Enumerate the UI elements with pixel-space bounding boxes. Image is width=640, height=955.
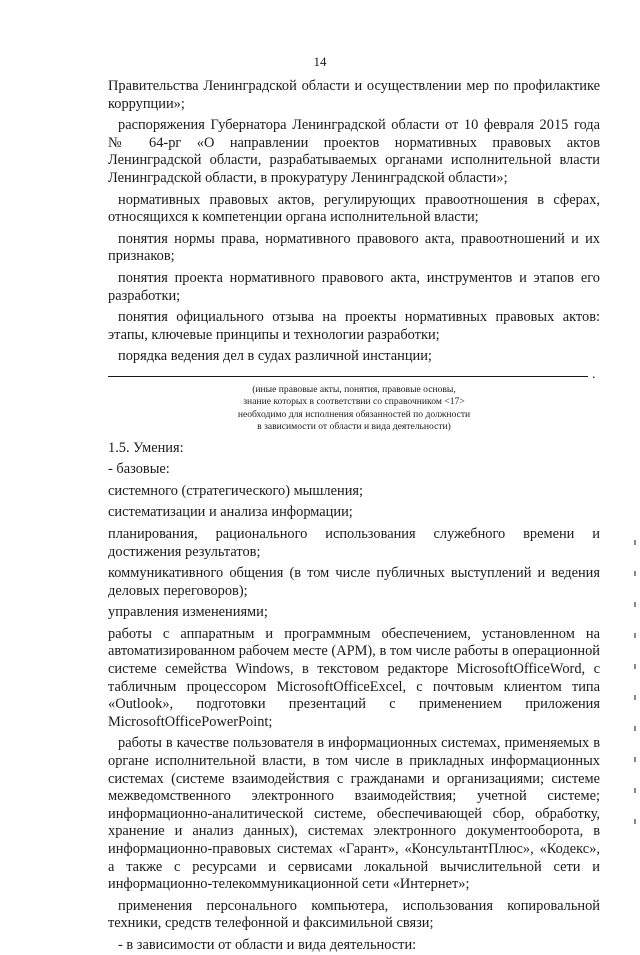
list-item: применения персонального компьютера, использования копировальной техники, средств телефонной и факсимильной связи; [108, 897, 600, 932]
footnote-line: необходимо для исполнения обязанностей по должности [237, 408, 471, 420]
list-item: нормативных правовых актов, регулирующих правоотношения в сферах, относящихся к компетенции органа исполнительной власти; [108, 191, 600, 226]
list-item: порядка ведения дел в судах различной инстанции; [118, 348, 432, 365]
list-item: распоряжения Губернатора Ленинградской области от 10 февраля 2015 года № 64-рг «О направлении проектов нормативных правовых актов Ленинградской области, разрабатываемых органами исполнительной власти Ленинградской области, в прокуратуру Ленинградской области»; [108, 117, 600, 186]
fill-in-line [108, 368, 600, 380]
list-item: управления изменениями; [108, 604, 268, 621]
footnote-line: знание которых в соответствии со справочником <17> [243, 396, 465, 408]
list-item: планирования, рационального использования служебного времени и достижения результатов; [108, 525, 600, 560]
list-item: работы с аппаратным и программным обеспечением, установленном на автоматизированном рабочем месте (АРМ), в том числе работы в операционной системе семейства Windows, в текстовом редакторе MicrosoftOfficeWord, с табличным процессором MicrosoftOfficeExcel, с почтовым клиентом типа «Outlook», подготовки презентаций с применением приложения MicrosoftOfficePowerPoint; [108, 625, 600, 730]
knowledge-list [108, 78, 600, 366]
list-item: системного (стратегического) мышления; [108, 482, 364, 499]
footnote-line: (иные правовые акты, понятия, правовые основы, [252, 383, 456, 395]
list-item: работы в качестве пользователя в информационных системах, применяемых в органе исполнительной власти, в том числе в прикладных информационных системах (системе взаимодействия с гражданами и организациями; системе межведомственного электронного взаимодействия; учетной системе; информационно-аналитической системе, обеспечивающей сбор, обработку, хранение и анализ данных), системах электронного документооборота, в информационно-правовых системах «Гарант», «КонсультантПлюс», «Кодекс», а также с ресурсами и сервисами локальной вычислительной сети и информационно-телекоммуникационной сети «Интернет»; [108, 735, 600, 893]
list-item: понятия нормы права, нормативного правового акта, правоотношений и их признаков; [108, 230, 600, 265]
footnote-caption [108, 384, 600, 434]
list-item: - базовые: [108, 461, 170, 478]
list-item: - в зависимости от области и вида деятельности: [118, 936, 417, 953]
document-body [108, 78, 600, 955]
list-item: коммуникативного общения (в том числе публичных выступлений и ведения деловых переговоров); [108, 565, 600, 599]
list-item: понятия проекта нормативного правового акта, инструментов и этапов его разработки; [108, 269, 600, 304]
list-item: 1.5. Умения: [108, 439, 184, 456]
separator-rule [108, 376, 588, 377]
separator-dot: . [592, 366, 596, 382]
page-number: 14 [313, 54, 327, 69]
list-item: Правительства Ленинградской области и осуществлении мер по профилактике коррупции»; [108, 78, 600, 112]
footnote-line: в зависимости от области и вида деятельности) [257, 421, 451, 433]
skills-section [108, 440, 600, 955]
scan-edge-marks [634, 540, 638, 880]
list-item: понятия официального отзыва на проекты нормативных правовых актов: этапы, ключевые принципы и технологии разработки; [108, 309, 600, 343]
list-item: систематизации и анализа информации; [108, 504, 353, 521]
